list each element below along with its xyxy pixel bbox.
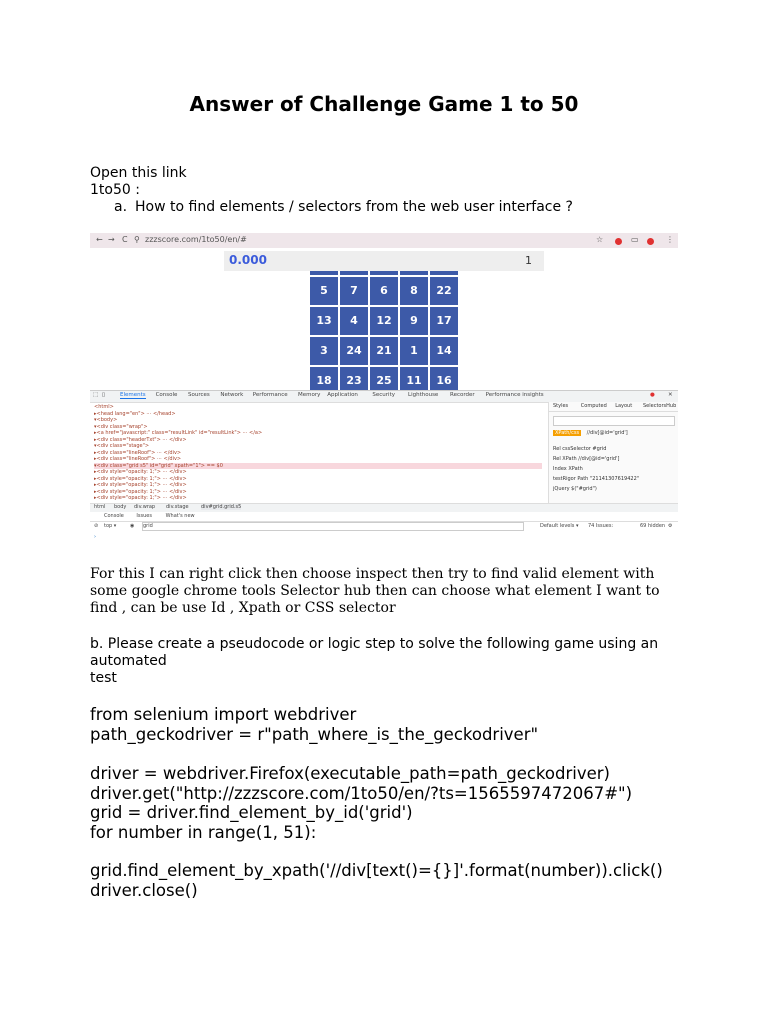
selectors-sidebar	[548, 402, 678, 512]
devtools-tab[interactable]: Performance insights	[485, 392, 544, 398]
close-devtools-icon: ✕	[668, 392, 673, 398]
timer-bar	[224, 251, 544, 271]
grid-cell[interactable]: 5	[310, 277, 338, 305]
devtools-tab[interactable]: Network	[220, 392, 244, 398]
dom-node-line[interactable]: ▸<div style="opacity: 1;"> ⋯ </div>	[94, 475, 187, 482]
dom-node-line[interactable]: ▸<div style="opacity: 1;"> ⋯ </div>	[94, 488, 187, 495]
page-title: Answer of Challenge Game 1 to 50	[189, 92, 579, 116]
code-line-6: for number in range(1, 51):	[90, 823, 317, 842]
site-settings-icon: ⚲	[134, 235, 140, 244]
grid-cell[interactable]	[310, 271, 338, 275]
intro-line-open-link: Open this link	[90, 165, 187, 181]
grid-cell[interactable]: 13	[310, 307, 338, 335]
grid-cell[interactable]	[370, 271, 398, 275]
devtools-tab[interactable]: Memory	[298, 392, 321, 398]
code-line-5: grid = driver.find_element_by_id('grid')	[90, 803, 413, 822]
timer-value: 0.000	[229, 253, 267, 267]
console-tab[interactable]: What's new	[165, 513, 195, 519]
breadcrumb-item[interactable]: div#grid.grid.s5	[201, 504, 242, 510]
errors-icon: ●	[650, 392, 655, 398]
xpath-toggle[interactable]: XPath/css	[555, 430, 580, 436]
devtools-tab[interactable]: Recorder	[450, 392, 475, 398]
browser-toolbar	[90, 233, 678, 249]
sidebar-tab[interactable]: Layout	[615, 403, 633, 409]
grid-cell[interactable]: 12	[370, 307, 398, 335]
grid-cell[interactable]: 7	[340, 277, 368, 305]
game-grid	[310, 271, 459, 391]
grid-cell[interactable]	[400, 271, 428, 275]
code-line-4: driver.get("http://zzzscore.com/1to50/en/?ts=1565597472067#")	[90, 784, 633, 803]
dom-node-line[interactable]: ▾<body>	[94, 417, 118, 423]
clear-console-icon[interactable]: ⊘	[94, 523, 99, 529]
dom-node-line[interactable]: ▸<div class="lineRoof"> ⋯ </div>	[94, 449, 182, 456]
list-item-a: How to find elements / selectors from the web user interface ?	[135, 199, 573, 215]
grid-cell[interactable]: 3	[310, 337, 338, 365]
grid-cell[interactable]	[430, 271, 458, 275]
code-line-1: from selenium import webdriver	[90, 705, 357, 724]
console-issues[interactable]: 74 Issues:	[588, 523, 614, 529]
embedded-screenshot	[90, 233, 678, 546]
console-hidden: 69 hidden	[640, 523, 666, 529]
dom-node-line[interactable]: ▾<div class="wrap">	[94, 423, 148, 430]
dom-node-line[interactable]: ▸<div style="opacity: 1;"> ⋯ </div>	[94, 495, 187, 501]
grid-cell[interactable]: 16	[430, 367, 458, 391]
sidebar-tab[interactable]: Styles	[553, 403, 569, 409]
dom-node-line[interactable]: ▸<div style="opacity: 1;"> ⋯ </div>	[94, 469, 187, 475]
inspect-icon: ⬚	[93, 392, 99, 398]
download-icon: ▭	[631, 235, 639, 244]
selector-row[interactable]: jQuery $("#grid")	[553, 486, 597, 492]
para-inspect: For this I can right click then choose inspect then try to find valid element with some google chrome tools Selector hub then can choose what element I want to find , can be use Id , Xpath or CSS selector	[90, 566, 660, 616]
code-line-7: grid.find_element_by_xpath('//div[text()={}]'.format(number)).click()	[90, 861, 663, 880]
code-line-8: driver.close()	[90, 881, 198, 900]
console-levels[interactable]: Default levels ▾	[540, 523, 579, 529]
breadcrumb	[90, 503, 678, 512]
console-prompt-icon: ›	[94, 534, 96, 540]
devtools-tab[interactable]: Security	[372, 392, 395, 398]
star-icon: ☆	[596, 235, 604, 244]
para-b-line2: automated	[90, 653, 167, 669]
selector-row[interactable]: Rel cssSelector #grid	[553, 446, 607, 452]
dom-node-line[interactable]: ▸<a href="javascript:" class="resultLink" id="resultLink"> ⋯ </a>	[94, 430, 263, 436]
console-tab[interactable]: Console	[104, 513, 124, 519]
selector-row[interactable]: Rel XPath //div[@id='grid']	[553, 456, 620, 462]
grid-cell[interactable]: 21	[370, 337, 398, 365]
dom-node-line[interactable]: ▾<div class="grid s5" id="grid" xpath="1"> == $0	[94, 463, 542, 470]
console-tab[interactable]: Issues	[136, 513, 152, 519]
console-filter-input[interactable]: grid	[142, 522, 524, 531]
grid-cell[interactable]: 25	[370, 367, 398, 391]
dom-node-line[interactable]: ▾<div class="stage">	[94, 443, 150, 449]
grid-cell[interactable]: 8	[400, 277, 428, 305]
dom-node-line[interactable]: ▸<div style="opacity: 1;"> ⋯ </div>	[94, 482, 187, 488]
devtools-tab[interactable]: Performance	[252, 392, 288, 398]
intro-line-1to50: 1to50 :	[90, 182, 140, 198]
dom-node-line[interactable]: ▸<head lang="en"> ⋯ </head>	[94, 410, 176, 417]
selector-row[interactable]: Index XPath	[553, 466, 583, 472]
dom-tree	[94, 404, 542, 509]
sidebar-tab[interactable]: Computed	[580, 403, 607, 409]
dom-node-line[interactable]: ▸<div class="headerTxt"> ⋯ </div>	[94, 436, 187, 443]
eye-icon[interactable]: ◉	[130, 523, 135, 529]
selector-value: //div[@id='grid']	[586, 430, 628, 436]
breadcrumb-item[interactable]: div.wrap	[134, 504, 156, 510]
next-number: 1	[525, 254, 532, 267]
address-url: zzzscore.com/1to50/en/#	[145, 235, 247, 244]
console-context[interactable]: top ▾	[104, 523, 117, 529]
sidebar-tab[interactable]: SelectorsHub	[643, 403, 677, 409]
devtools-tab[interactable]: Sources	[188, 392, 210, 398]
forward-icon: →	[108, 235, 115, 244]
devtools-panel	[90, 390, 678, 546]
grid-cell[interactable]	[340, 271, 368, 275]
grid-cell[interactable]: 11	[400, 367, 428, 391]
code-line-2: path_geckodriver = r"path_where_is_the_geckodriver"	[90, 725, 539, 744]
devtools-tab[interactable]: Application	[327, 392, 358, 398]
grid-cell[interactable]: 6	[370, 277, 398, 305]
dom-node-line[interactable]: <html>	[94, 404, 114, 410]
grid-cell[interactable]: 24	[340, 337, 368, 365]
menu-icon: ⋮	[666, 235, 674, 244]
grid-cell[interactable]: 4	[340, 307, 368, 335]
back-icon: ←	[96, 235, 103, 244]
para-b-line3: test	[90, 670, 117, 686]
list-marker-a: a.	[114, 199, 128, 215]
device-icon: ▯	[102, 392, 106, 398]
reload-icon: C	[122, 235, 128, 244]
grid-cell[interactable]: 1	[400, 337, 428, 365]
code-line-3: driver = webdriver.Firefox(executable_path=path_geckodriver)	[90, 764, 610, 783]
grid-cell[interactable]: 23	[340, 367, 368, 391]
selector-row[interactable]: testRigor Path "21141307619422"	[553, 476, 640, 482]
devtools-tab[interactable]: Lighthouse	[408, 392, 439, 398]
selector-search-input[interactable]	[553, 416, 675, 426]
breadcrumb-item[interactable]: html	[94, 504, 106, 510]
grid-cell[interactable]: 17	[430, 307, 458, 335]
devtools-tab[interactable]: Console	[155, 392, 178, 398]
settings-gear-icon[interactable]: ⚙	[668, 523, 673, 529]
grid-cell[interactable]: 9	[400, 307, 428, 335]
grid-cell[interactable]: 22	[430, 277, 458, 305]
console-drawer	[90, 512, 678, 546]
breadcrumb-item[interactable]: body	[114, 504, 127, 510]
breadcrumb-item[interactable]: div.stage	[166, 504, 189, 510]
grid-cell[interactable]: 18	[310, 367, 338, 391]
para-b-line1: b. Please create a pseudocode or logic step to solve the following game using an	[90, 636, 659, 652]
devtools-tab[interactable]: Elements	[120, 392, 146, 398]
grid-cell[interactable]: 14	[430, 337, 458, 365]
dom-node-line[interactable]: ▸<div class="lineRoof"> ⋯ </div>	[94, 456, 182, 462]
